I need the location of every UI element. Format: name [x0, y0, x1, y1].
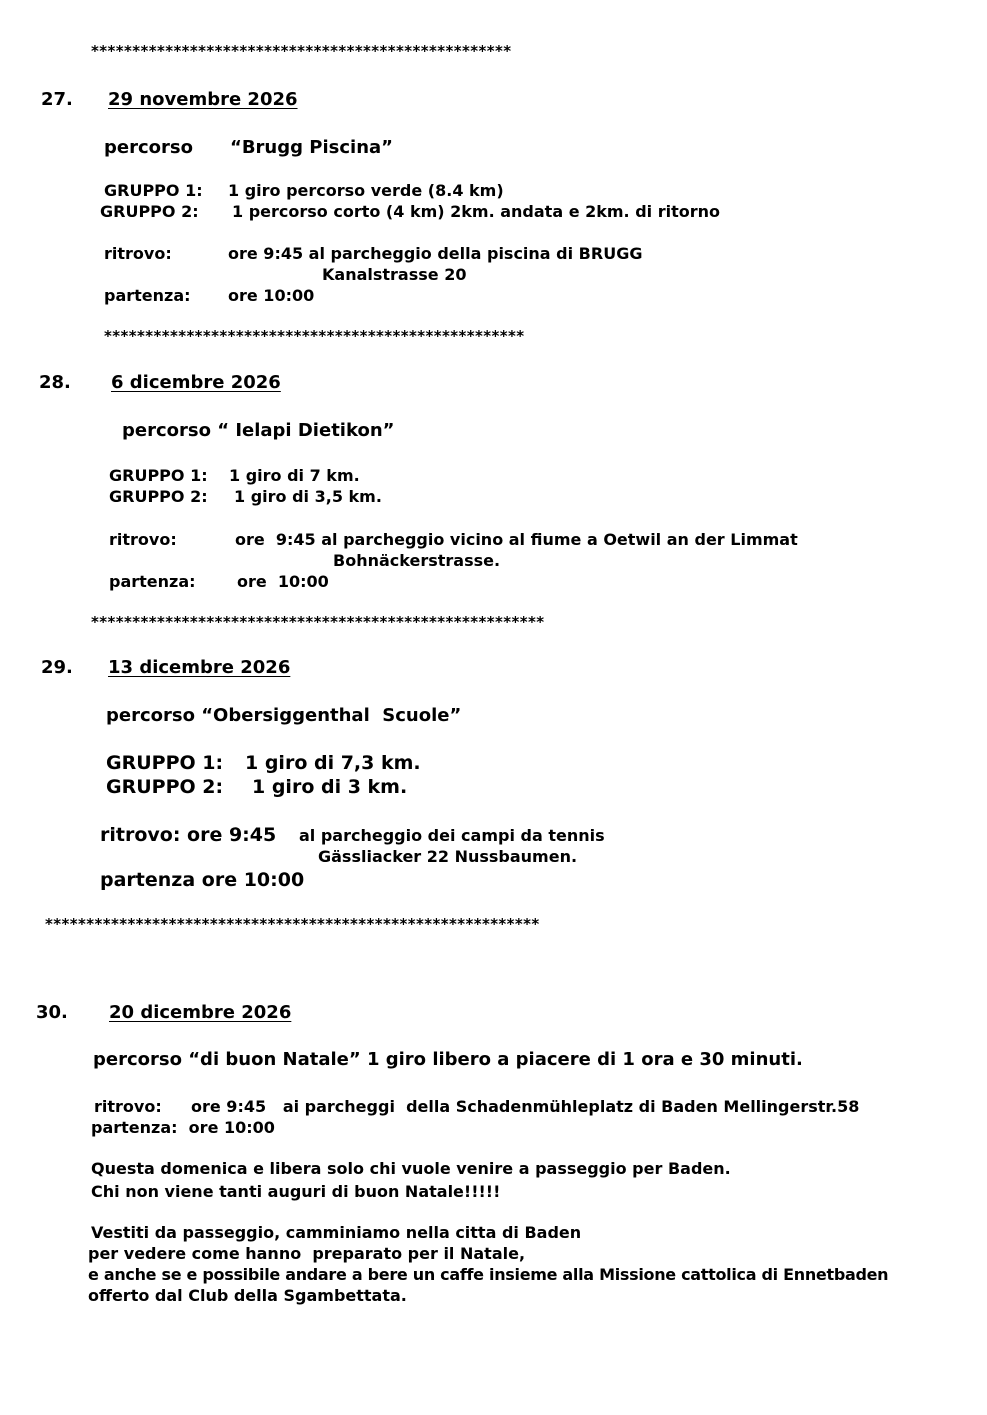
ritrovo-address: Gässliacker 22 Nussbaumen.	[318, 847, 578, 866]
partenza-text: ore 10:00	[237, 572, 329, 591]
partenza-text: ore 10:00	[228, 286, 315, 305]
note-line: e anche se e possibile andare a bere un caffe insieme alla Missione cattolica di Ennetbaden	[88, 1265, 889, 1284]
route-name: percorso “ Ielapi Dietikon”	[122, 420, 395, 441]
separator-line: *******************************************************	[91, 613, 545, 631]
group1-text: 1 giro di 7,3 km.	[245, 752, 421, 774]
partenza-text: partenza ore 10:00	[100, 869, 305, 891]
ritrovo-address: Kanalstrasse 20	[322, 265, 467, 284]
group1-text: 1 giro percorso verde (8.4 km)	[228, 181, 504, 200]
partenza-label: partenza:	[109, 572, 196, 591]
ritrovo-text: al parcheggio dei campi da tennis	[299, 826, 605, 845]
separator-line: ***************************************************	[91, 42, 512, 60]
entry-date: 29 novembre 2026	[108, 89, 298, 110]
group2-text: 1 giro di 3,5 km.	[234, 487, 382, 506]
entry-date: 13 dicembre 2026	[108, 657, 291, 678]
group2-label: GRUPPO 2:	[109, 487, 208, 506]
ritrovo-label: ritrovo:	[94, 1097, 162, 1116]
note-line: Chi non viene tanti auguri di buon Natale!!!!!	[91, 1182, 501, 1201]
note-line: per vedere come hanno preparato per il Natale,	[88, 1244, 526, 1263]
partenza-label: partenza:	[104, 286, 191, 305]
route-name: “Brugg Piscina”	[230, 137, 393, 158]
entry-number: 30.	[36, 1002, 68, 1023]
ritrovo-text: ore 9:45 al parcheggio della piscina di BRUGG	[228, 244, 643, 263]
group1-label: GRUPPO 1:	[109, 466, 208, 485]
group1-label: GRUPPO 1:	[104, 181, 203, 200]
group2-label: GRUPPO 2:	[106, 776, 224, 798]
group1-text: 1 giro di 7 km.	[229, 466, 360, 485]
note-line: offerto dal Club della Sgambettata.	[88, 1286, 407, 1305]
ritrovo-label: ritrovo: ore 9:45	[100, 824, 277, 846]
partenza-text: partenza: ore 10:00	[91, 1118, 275, 1137]
entry-number: 28.	[39, 372, 71, 393]
entry-date: 20 dicembre 2026	[109, 1002, 292, 1023]
ritrovo-label: ritrovo:	[104, 244, 172, 263]
ritrovo-text: ore 9:45 al parcheggio vicino al fiume a Oetwil an der Limmat	[235, 530, 798, 549]
route-label: percorso	[104, 137, 193, 158]
group2-text: 1 percorso corto (4 km) 2km. andata e 2km. di ritorno	[232, 202, 720, 221]
group2-label: GRUPPO 2:	[100, 202, 199, 221]
ritrovo-address: Bohnäckerstrasse.	[333, 551, 501, 570]
route-name: percorso “di buon Natale” 1 giro libero a piacere di 1 ora e 30 minuti.	[93, 1049, 803, 1070]
note-line: Questa domenica e libera solo chi vuole venire a passeggio per Baden.	[91, 1159, 731, 1178]
entry-number: 27.	[41, 89, 73, 110]
ritrovo-text: ore 9:45 ai parcheggi della Schadenmühleplatz di Baden Mellingerstr.58	[191, 1097, 860, 1116]
separator-line: ************************************************************	[45, 915, 540, 933]
route-name: percorso “Obersiggenthal Scuole”	[106, 705, 462, 726]
note-line: Vestiti da passeggio, camminiamo nella citta di Baden	[91, 1223, 582, 1242]
group2-text: 1 giro di 3 km.	[252, 776, 408, 798]
group1-label: GRUPPO 1:	[106, 752, 224, 774]
entry-date: 6 dicembre 2026	[111, 372, 281, 393]
separator-line: ***************************************************	[104, 327, 525, 345]
entry-number: 29.	[41, 657, 73, 678]
ritrovo-label: ritrovo:	[109, 530, 177, 549]
